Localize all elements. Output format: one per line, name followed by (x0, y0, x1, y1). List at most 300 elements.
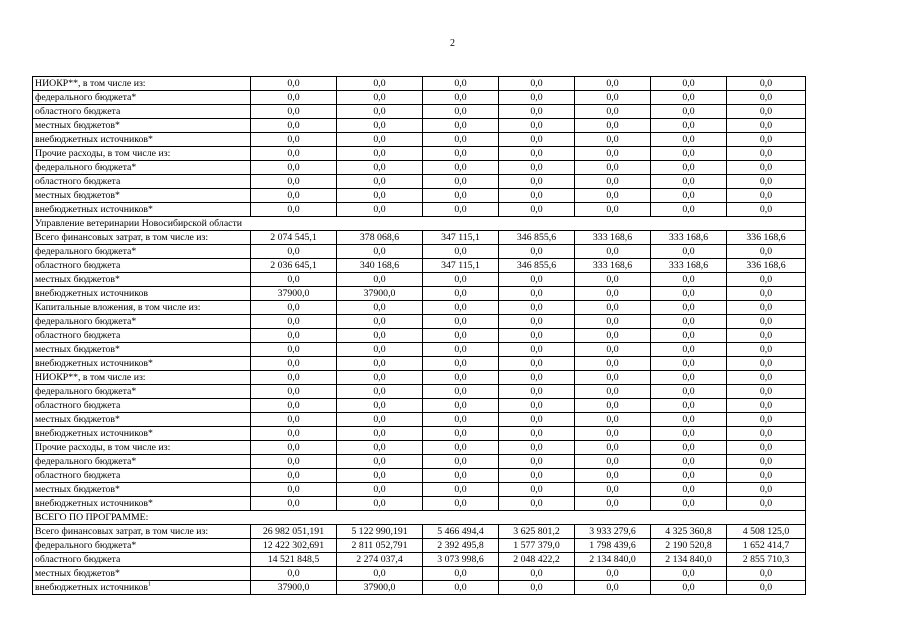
value-cell: 0,0 (651, 343, 727, 357)
value-cell: 0,0 (499, 567, 575, 581)
table-row (33, 525, 806, 539)
value-cell: 0,0 (251, 161, 337, 175)
row-label-cell (33, 553, 251, 567)
value-cell: 0,0 (337, 273, 423, 287)
value-cell: 0,0 (575, 469, 651, 483)
value-cell: 0,0 (727, 161, 806, 175)
value-cell: 1 652 414,7 (727, 539, 806, 553)
value-cell: 0,0 (575, 581, 651, 595)
value-cell: 0,0 (499, 497, 575, 511)
value-cell: 336 168,6 (727, 259, 806, 273)
value-cell: 0,0 (423, 91, 499, 105)
value-cell: 0,0 (575, 189, 651, 203)
row-label-cell (33, 77, 251, 91)
table-row (33, 315, 806, 329)
row-label-cell (33, 441, 251, 455)
table-row (33, 581, 806, 595)
value-cell: 0,0 (337, 77, 423, 91)
value-cell: 0,0 (251, 175, 337, 189)
value-cell: 0,0 (423, 287, 499, 301)
value-cell: 0,0 (499, 581, 575, 595)
row-label-cell (33, 119, 251, 133)
table-row (33, 399, 806, 413)
table-row (33, 567, 806, 581)
value-cell: 0,0 (423, 343, 499, 357)
value-cell: 0,0 (423, 385, 499, 399)
value-cell: 37900,0 (337, 581, 423, 595)
value-cell: 0,0 (499, 441, 575, 455)
table-row (33, 455, 806, 469)
value-cell: 0,0 (727, 385, 806, 399)
value-cell: 2 134 840,0 (651, 553, 727, 567)
value-cell: 0,0 (337, 119, 423, 133)
table-row (33, 119, 806, 133)
value-cell: 0,0 (337, 189, 423, 203)
value-cell: 0,0 (423, 273, 499, 287)
value-cell: 0,0 (423, 399, 499, 413)
table-row (33, 77, 806, 91)
value-cell: 0,0 (499, 245, 575, 259)
value-cell: 0,0 (651, 105, 727, 119)
value-cell: 0,0 (423, 147, 499, 161)
value-cell: 0,0 (499, 147, 575, 161)
value-cell: 0,0 (651, 441, 727, 455)
value-cell: 0,0 (575, 497, 651, 511)
value-cell: 0,0 (575, 315, 651, 329)
financing-table (32, 76, 806, 595)
value-cell: 0,0 (727, 189, 806, 203)
table-row (33, 203, 806, 217)
table-row (33, 259, 806, 273)
value-cell: 378 068,6 (337, 231, 423, 245)
value-cell: 2 134 840,0 (575, 553, 651, 567)
value-cell: 0,0 (251, 315, 337, 329)
value-cell: 0,0 (727, 133, 806, 147)
value-cell: 0,0 (727, 343, 806, 357)
value-cell: 0,0 (575, 245, 651, 259)
value-cell: 2 074 545,1 (251, 231, 337, 245)
value-cell: 0,0 (727, 301, 806, 315)
row-label-cell (33, 525, 251, 539)
value-cell: 0,0 (499, 77, 575, 91)
table-row (33, 497, 806, 511)
value-cell: 0,0 (337, 161, 423, 175)
value-cell: 0,0 (727, 119, 806, 133)
row-label-cell (33, 301, 251, 315)
table-row (33, 343, 806, 357)
row-label-cell (33, 273, 251, 287)
value-cell: 0,0 (727, 441, 806, 455)
value-cell: 346 855,6 (499, 231, 575, 245)
value-cell: 0,0 (727, 105, 806, 119)
value-cell: 0,0 (651, 497, 727, 511)
value-cell: 0,0 (575, 455, 651, 469)
value-cell: 0,0 (727, 581, 806, 595)
value-cell: 0,0 (251, 371, 337, 385)
value-cell: 0,0 (727, 469, 806, 483)
row-label-cell (33, 259, 251, 273)
value-cell: 5 122 990,191 (337, 525, 423, 539)
row-label: федерального бюджета* (35, 540, 137, 551)
value-cell: 333 168,6 (651, 259, 727, 273)
value-cell: 0,0 (727, 245, 806, 259)
value-cell: 0,0 (499, 357, 575, 371)
row-label-cell (33, 483, 251, 497)
value-cell: 0,0 (337, 91, 423, 105)
table-row (33, 273, 806, 287)
value-cell: 0,0 (499, 399, 575, 413)
value-cell: 0,0 (575, 329, 651, 343)
value-cell: 0,0 (651, 371, 727, 385)
value-cell: 0,0 (423, 357, 499, 371)
value-cell: 0,0 (423, 175, 499, 189)
row-label: НИОКР**, в том числе из: (35, 372, 146, 383)
row-label: внебюджетных источников* (35, 498, 153, 509)
value-cell: 0,0 (423, 301, 499, 315)
value-cell: 0,0 (423, 133, 499, 147)
value-cell: 0,0 (575, 105, 651, 119)
value-cell: 0,0 (727, 329, 806, 343)
value-cell: 0,0 (337, 567, 423, 581)
row-label: местных бюджетов* (35, 568, 120, 579)
row-label-cell (33, 539, 251, 553)
value-cell: 0,0 (423, 161, 499, 175)
value-cell: 0,0 (575, 427, 651, 441)
row-label: областного бюджета (35, 470, 121, 481)
row-label-cell (33, 497, 251, 511)
value-cell: 0,0 (337, 385, 423, 399)
table-row (33, 441, 806, 455)
row-label-cell (33, 329, 251, 343)
row-label-cell (33, 175, 251, 189)
row-label: федерального бюджета* (35, 246, 137, 257)
value-cell: 3 625 801,2 (499, 525, 575, 539)
section-title: ВСЕГО ПО ПРОГРАММЕ: (33, 511, 806, 525)
value-cell: 0,0 (651, 315, 727, 329)
value-cell: 0,0 (727, 273, 806, 287)
value-cell: 0,0 (499, 483, 575, 497)
row-label-cell (33, 245, 251, 259)
value-cell: 0,0 (575, 273, 651, 287)
value-cell: 0,0 (499, 371, 575, 385)
value-cell: 0,0 (575, 483, 651, 497)
row-label: областного бюджета (35, 330, 121, 341)
value-cell: 0,0 (651, 385, 727, 399)
value-cell: 0,0 (499, 161, 575, 175)
row-label: Всего финансовых затрат, в том числе из: (35, 526, 209, 537)
value-cell: 0,0 (575, 77, 651, 91)
value-cell: 2 392 495,8 (423, 539, 499, 553)
value-cell: 0,0 (651, 273, 727, 287)
value-cell: 0,0 (337, 105, 423, 119)
value-cell: 0,0 (651, 357, 727, 371)
value-cell: 26 982 051,191 (251, 525, 337, 539)
value-cell: 0,0 (727, 357, 806, 371)
value-cell: 0,0 (251, 273, 337, 287)
value-cell: 0,0 (499, 427, 575, 441)
value-cell: 0,0 (727, 175, 806, 189)
value-cell: 0,0 (423, 441, 499, 455)
value-cell: 0,0 (499, 455, 575, 469)
table-row (33, 245, 806, 259)
value-cell: 0,0 (575, 91, 651, 105)
row-label: областного бюджета (35, 554, 121, 565)
value-cell: 0,0 (251, 427, 337, 441)
value-cell: 0,0 (423, 77, 499, 91)
value-cell: 0,0 (651, 189, 727, 203)
value-cell: 0,0 (727, 287, 806, 301)
row-label: федерального бюджета* (35, 456, 137, 467)
value-cell: 2 855 710,3 (727, 553, 806, 567)
section-header-row (33, 511, 806, 525)
value-cell: 0,0 (423, 497, 499, 511)
value-cell: 0,0 (651, 301, 727, 315)
value-cell: 0,0 (575, 203, 651, 217)
value-cell: 0,0 (499, 203, 575, 217)
value-cell: 0,0 (251, 77, 337, 91)
value-cell: 0,0 (727, 147, 806, 161)
value-cell: 0,0 (651, 399, 727, 413)
value-cell: 0,0 (337, 371, 423, 385)
row-label: Капитальные вложения, в том числе из: (35, 302, 201, 313)
value-cell: 0,0 (651, 91, 727, 105)
value-cell: 0,0 (499, 385, 575, 399)
value-cell: 5 466 494,4 (423, 525, 499, 539)
value-cell: 0,0 (337, 245, 423, 259)
value-cell: 0,0 (423, 105, 499, 119)
value-cell: 0,0 (727, 371, 806, 385)
row-label: внебюджетных источников* (35, 134, 153, 145)
value-cell: 0,0 (499, 189, 575, 203)
value-cell: 0,0 (337, 147, 423, 161)
value-cell: 0,0 (727, 483, 806, 497)
value-cell: 0,0 (575, 413, 651, 427)
value-cell: 0,0 (337, 329, 423, 343)
row-label-cell (33, 371, 251, 385)
value-cell: 4 508 125,0 (727, 525, 806, 539)
value-cell: 0,0 (575, 567, 651, 581)
row-label: местных бюджетов* (35, 274, 120, 285)
table-row (33, 301, 806, 315)
value-cell: 0,0 (423, 329, 499, 343)
value-cell: 0,0 (499, 119, 575, 133)
row-label: внебюджетных источников* (35, 358, 153, 369)
row-label: Прочие расходы, в том числе из: (35, 442, 171, 453)
value-cell: 333 168,6 (575, 259, 651, 273)
value-cell: 0,0 (251, 301, 337, 315)
value-cell: 347 115,1 (423, 231, 499, 245)
value-cell: 37900,0 (251, 287, 337, 301)
value-cell: 0,0 (651, 413, 727, 427)
row-label: областного бюджета (35, 260, 121, 271)
table-row (33, 483, 806, 497)
value-cell: 0,0 (251, 385, 337, 399)
row-label-cell (33, 105, 251, 119)
value-cell: 0,0 (251, 343, 337, 357)
value-cell: 0,0 (727, 455, 806, 469)
value-cell: 0,0 (651, 483, 727, 497)
value-cell: 4 325 360,8 (651, 525, 727, 539)
table-row (33, 287, 806, 301)
value-cell: 0,0 (423, 581, 499, 595)
table-row (33, 469, 806, 483)
row-label: местных бюджетов* (35, 484, 120, 495)
value-cell: 0,0 (337, 399, 423, 413)
row-label: Всего финансовых затрат, в том числе из: (35, 232, 209, 243)
value-cell: 0,0 (423, 315, 499, 329)
row-label-cell (33, 357, 251, 371)
value-cell: 0,0 (337, 441, 423, 455)
value-cell: 0,0 (423, 245, 499, 259)
value-cell: 0,0 (575, 441, 651, 455)
value-cell: 333 168,6 (575, 231, 651, 245)
value-cell: 333 168,6 (651, 231, 727, 245)
table-row (33, 161, 806, 175)
value-cell: 0,0 (251, 245, 337, 259)
value-cell: 0,0 (651, 77, 727, 91)
value-cell: 2 036 645,1 (251, 259, 337, 273)
row-label-cell (33, 203, 251, 217)
value-cell: 340 168,6 (337, 259, 423, 273)
value-cell: 0,0 (575, 385, 651, 399)
table-row (33, 147, 806, 161)
value-cell: 0,0 (727, 427, 806, 441)
value-cell: 37900,0 (251, 581, 337, 595)
value-cell: 37900,0 (337, 287, 423, 301)
value-cell: 0,0 (423, 483, 499, 497)
value-cell: 0,0 (423, 371, 499, 385)
value-cell: 2 811 052,791 (337, 539, 423, 553)
value-cell: 0,0 (651, 567, 727, 581)
value-cell: 0,0 (251, 441, 337, 455)
value-cell: 3 073 998,6 (423, 553, 499, 567)
value-cell: 0,0 (499, 175, 575, 189)
value-cell: 0,0 (651, 287, 727, 301)
table-row (33, 91, 806, 105)
value-cell: 1 577 379,0 (499, 539, 575, 553)
value-cell: 0,0 (499, 343, 575, 357)
value-cell: 0,0 (423, 567, 499, 581)
row-label: внебюджетных источников* (35, 204, 153, 215)
section-title: Управление ветеринарии Новосибирской области (33, 217, 806, 231)
value-cell: 0,0 (575, 119, 651, 133)
row-label: НИОКР**, в том числе из: (35, 78, 146, 89)
table-row (33, 357, 806, 371)
value-cell: 0,0 (651, 133, 727, 147)
row-label: местных бюджетов* (35, 190, 120, 201)
value-cell: 0,0 (337, 343, 423, 357)
table-row (33, 329, 806, 343)
value-cell: 0,0 (651, 581, 727, 595)
row-label-cell (33, 343, 251, 357)
value-cell: 0,0 (727, 91, 806, 105)
value-cell: 0,0 (651, 119, 727, 133)
value-cell: 0,0 (651, 469, 727, 483)
value-cell: 0,0 (651, 147, 727, 161)
row-label-cell (33, 581, 251, 595)
value-cell: 0,0 (251, 203, 337, 217)
row-label-cell (33, 469, 251, 483)
value-cell: 0,0 (251, 133, 337, 147)
value-cell: 0,0 (251, 483, 337, 497)
value-cell: 0,0 (575, 287, 651, 301)
value-cell: 0,0 (337, 301, 423, 315)
value-cell: 0,0 (337, 175, 423, 189)
value-cell: 0,0 (651, 175, 727, 189)
value-cell: 0,0 (251, 105, 337, 119)
value-cell: 0,0 (651, 161, 727, 175)
row-label-cell (33, 427, 251, 441)
value-cell: 0,0 (423, 469, 499, 483)
row-label: внебюджетных источников (35, 288, 149, 299)
value-cell: 0,0 (651, 329, 727, 343)
value-cell: 0,0 (499, 301, 575, 315)
value-cell: 0,0 (337, 315, 423, 329)
value-cell: 0,0 (575, 147, 651, 161)
value-cell: 1 798 439,6 (575, 539, 651, 553)
row-label-cell (33, 161, 251, 175)
value-cell: 0,0 (337, 203, 423, 217)
row-label: федерального бюджета* (35, 162, 137, 173)
value-cell: 0,0 (499, 105, 575, 119)
row-label: внебюджетных источников* (35, 428, 153, 439)
value-cell: 0,0 (575, 343, 651, 357)
value-cell: 0,0 (251, 91, 337, 105)
value-cell: 0,0 (499, 133, 575, 147)
value-cell: 0,0 (575, 161, 651, 175)
table-row (33, 105, 806, 119)
row-label-cell (33, 189, 251, 203)
value-cell: 0,0 (575, 399, 651, 413)
value-cell: 0,0 (423, 189, 499, 203)
row-label-cell (33, 385, 251, 399)
value-cell: 0,0 (575, 371, 651, 385)
row-label: областного бюджета (35, 176, 121, 187)
value-cell: 2 048 422,2 (499, 553, 575, 567)
financing-table-body (33, 77, 806, 595)
row-label-cell (33, 567, 251, 581)
value-cell: 346 855,6 (499, 259, 575, 273)
value-cell: 0,0 (337, 357, 423, 371)
value-cell: 0,0 (251, 567, 337, 581)
value-cell: 0,0 (727, 315, 806, 329)
value-cell: 0,0 (423, 427, 499, 441)
table-row (33, 413, 806, 427)
value-cell: 2 190 520,8 (651, 539, 727, 553)
row-label: федерального бюджета* (35, 386, 137, 397)
row-label-cell (33, 315, 251, 329)
value-cell: 0,0 (651, 245, 727, 259)
row-label-cell (33, 455, 251, 469)
table-row (33, 231, 806, 245)
table-row (33, 553, 806, 567)
value-cell: 0,0 (575, 301, 651, 315)
footnote-marker: 1 (148, 581, 152, 588)
row-label: федерального бюджета* (35, 92, 137, 103)
table-row (33, 539, 806, 553)
row-label: местных бюджетов* (35, 414, 120, 425)
row-label: внебюджетных источников (35, 582, 149, 593)
table-row (33, 189, 806, 203)
value-cell: 14 521 848,5 (251, 553, 337, 567)
row-label-cell (33, 287, 251, 301)
value-cell: 2 274 037,4 (337, 553, 423, 567)
value-cell: 0,0 (651, 203, 727, 217)
value-cell: 0,0 (251, 399, 337, 413)
value-cell: 0,0 (499, 413, 575, 427)
value-cell: 0,0 (651, 427, 727, 441)
value-cell: 0,0 (727, 413, 806, 427)
